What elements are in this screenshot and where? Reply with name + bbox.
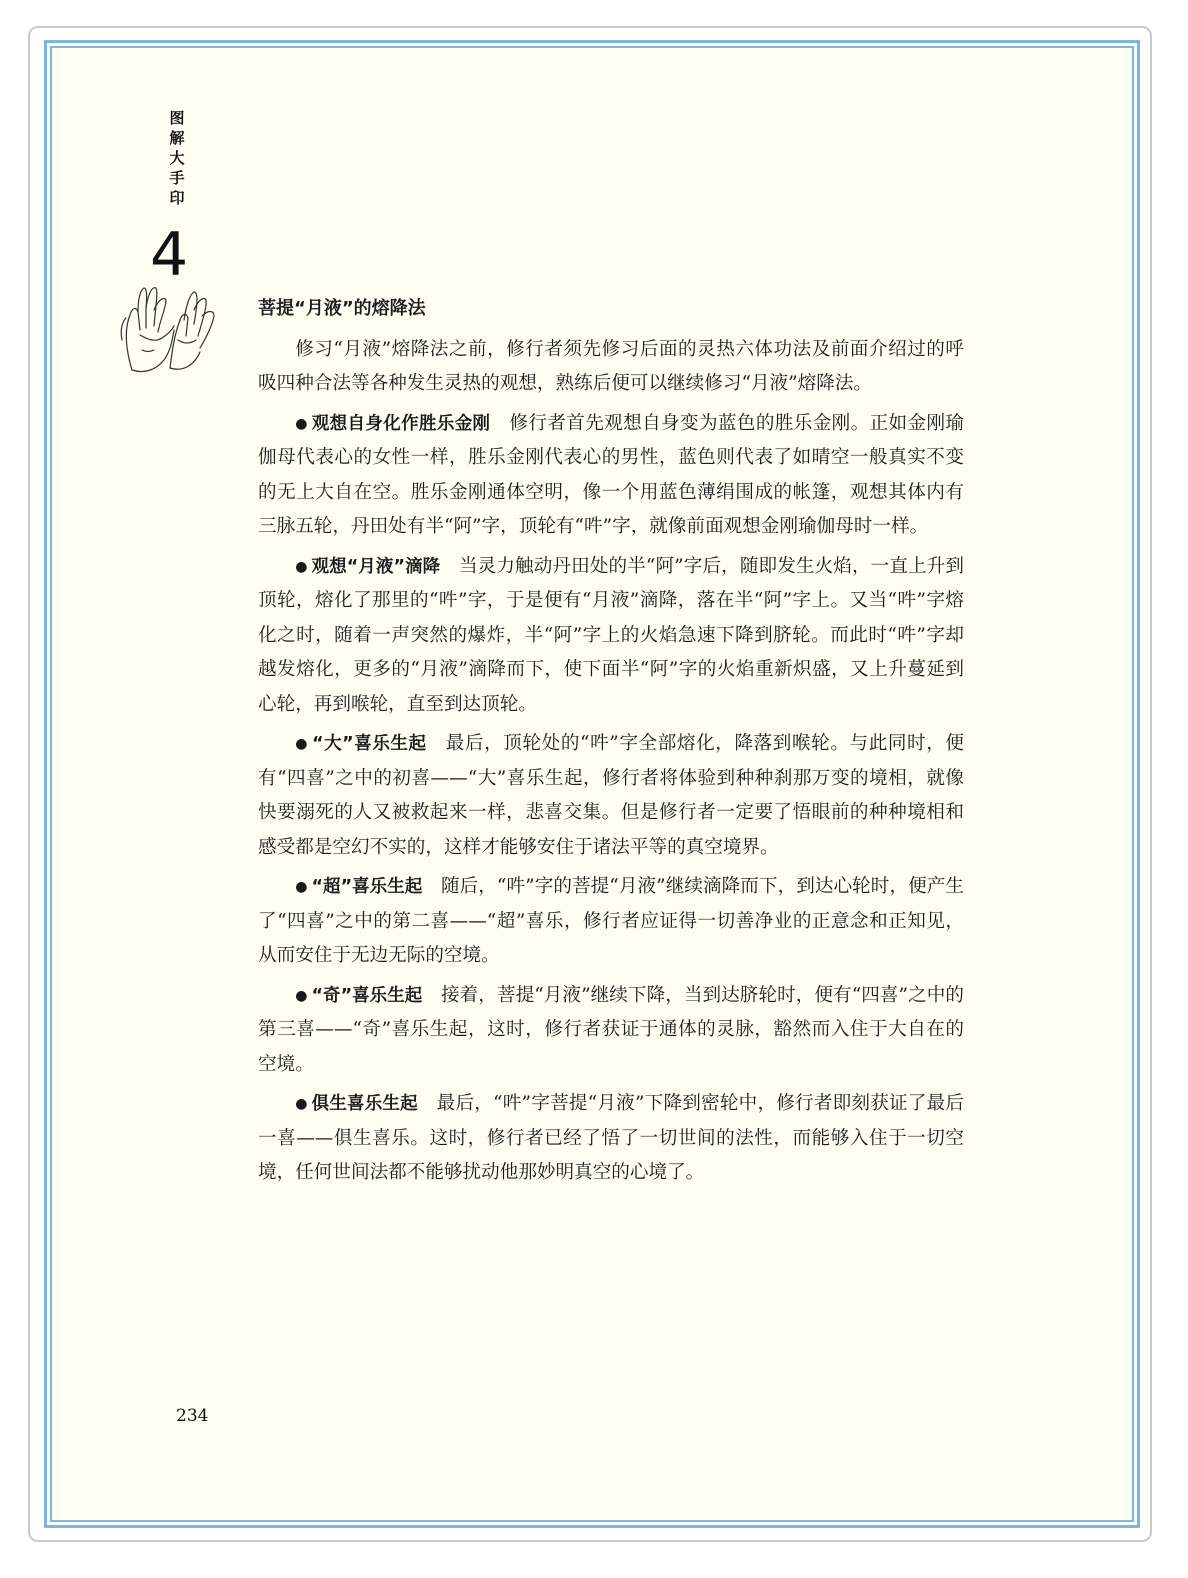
bullet-text: 最后，顶轮处的“吽”字全部熔化，降落到喉轮。与此同时，便有“四喜”之中的初喜——“大”喜乐生起，修行者将体验到种种刹那万变的境相，就像快要溺死的人又被救起来一样，悲喜交集。但是修行者一定要了悟眼前的种种境相和感受都是空幻不实的，这样才能够安住于诸法平等的真空境界。	[258, 733, 964, 858]
section-title: 菩提“月液”的熔降法	[258, 298, 426, 319]
bullet-text: 接着，菩提“月液”继续下降，当到达脐轮时，便有“四喜”之中的第三喜——“奇”喜乐生起，这时，修行者获证于通体的灵脉，豁然而入住于大自在的空境。	[258, 984, 964, 1075]
page-number: 234	[176, 1406, 209, 1426]
bullet-paragraph	[258, 407, 964, 545]
bullet-dot-icon: ●	[295, 879, 308, 895]
bullet-heading: “超”喜乐生起	[311, 877, 423, 897]
bullet-dot-icon: ●	[295, 987, 308, 1004]
bullet-dot-icon: ●	[295, 558, 308, 575]
main-content	[258, 292, 964, 1191]
hands-illustration	[112, 280, 222, 380]
bullet-paragraph	[258, 870, 964, 974]
bullet-heading: 观想自身化作胜乐金刚	[311, 413, 491, 434]
book-title-vertical: 图解大手印	[169, 109, 185, 207]
bullet-heading: “奇”喜乐生起	[311, 985, 423, 1006]
bullet-dot-icon: ●	[295, 1096, 308, 1112]
bullet-heading: 观想“月液”滴降	[311, 556, 441, 577]
bullet-dot-icon: ●	[295, 736, 308, 752]
bullet-text: 最后，“吽”字菩提“月液”下降到密轮中，修行者即刻获证了最后一喜——俱生喜乐。这时，修行者已经了悟了一切世间的法性，而能够入住于一切空境，任何世间法都不能够扰动他那妙明真空的心境了。	[258, 1093, 965, 1183]
bullet-heading: “大”喜乐生起	[312, 734, 427, 754]
bullet-paragraph	[258, 1087, 964, 1191]
bullet-dot-icon: ●	[295, 415, 308, 432]
bullet-paragraph	[258, 727, 964, 865]
bullet-paragraph	[258, 979, 964, 1083]
bullet-text: 修行者首先观想自身变为蓝色的胜乐金刚。正如金刚瑜伽母代表心的女性一样，胜乐金刚代表心的男性，蓝色则代表了如晴空一般真实不变的无上大自在空。胜乐金刚通体空明，像一个用蓝色薄绢围成的帐篷，观想其体内有三脉五轮，丹田处有半“阿”字，顶轮有“吽”字，就像前面观想金刚瑜伽母时一样。	[258, 412, 964, 537]
chapter-number: 4	[150, 220, 189, 290]
bullet-paragraph	[258, 550, 964, 723]
bullet-text: 随后，“吽”字的菩提“月液”继续滴降而下，到达心轮时，便产生了“四喜”之中的第二喜——“超”喜乐，修行者应证得一切善净业的正意念和正知见，从而安住于无边无际的空境。	[258, 876, 964, 966]
bullet-heading: 俱生喜乐生起	[311, 1094, 418, 1114]
intro-paragraph: 修习“月液”熔降法之前，修行者须先修习后面的灵热六体功法及前面介绍过的呼吸四种合法等各种发生灵热的观想，熟练后便可以继续修习“月液”熔降法。	[258, 338, 964, 394]
bullet-text: 当灵力触动丹田处的半“阿”字后，随即发生火焰，一直上升到顶轮，熔化了那里的“吽”字，于是便有“月液”滴降，落在半“阿”字上。又当“吽”字熔化之时，随着一声突然的爆炸，半“阿”字上的火焰急速下降到脐轮。而此时“吽”字却越发熔化，更多的“月液”滴降而下，使下面半“阿”字的火焰重新炽盛，又上升蔓延到心轮，再到喉轮，直至到达顶轮。	[258, 555, 964, 715]
